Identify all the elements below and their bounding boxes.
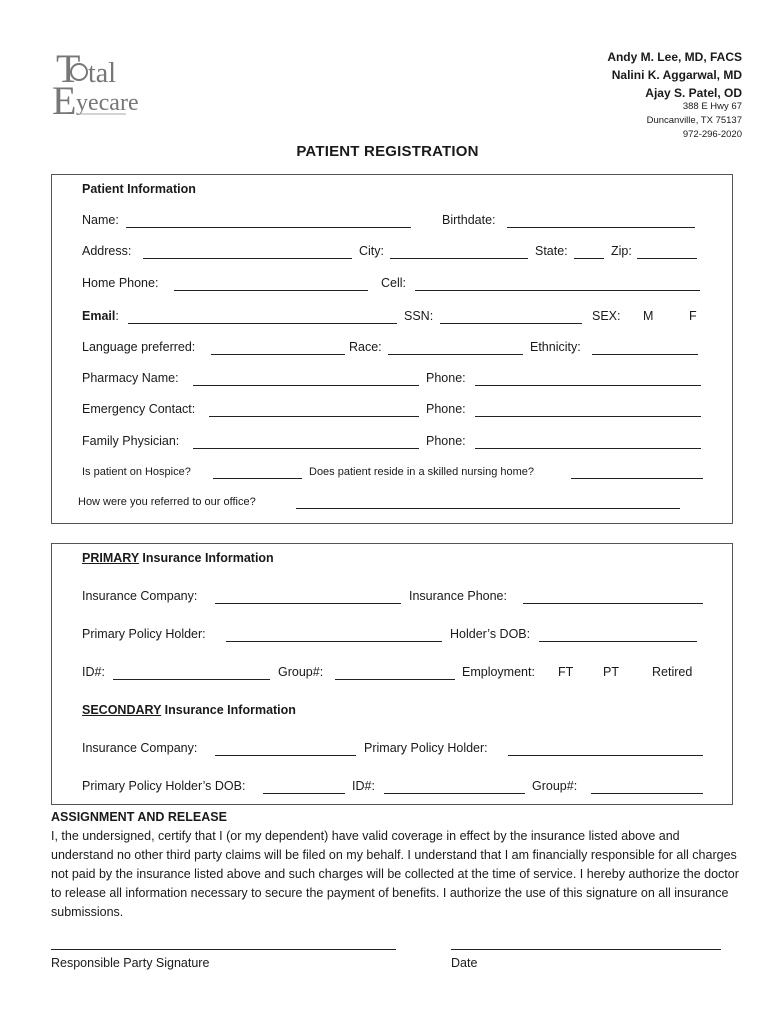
pharmacy-label: Pharmacy Name: [82, 371, 179, 385]
nursing-home-field[interactable] [571, 478, 703, 479]
employment-option-pt[interactable]: PT [603, 665, 619, 679]
total-eyecare-logo [52, 46, 139, 123]
ssn-field[interactable] [440, 323, 582, 324]
pharmacy-field[interactable] [193, 385, 419, 386]
secondary-group-label: Group#: [532, 779, 578, 793]
email-label-text: Email [82, 309, 116, 323]
secondary-heading-rest: Insurance Information [161, 703, 296, 717]
emergency-phone-label: Phone: [426, 402, 466, 416]
secondary-holder-dob-field[interactable] [263, 793, 345, 794]
race-field[interactable] [388, 354, 523, 355]
home-phone-label: Home Phone: [82, 276, 159, 290]
secondary-id-label: ID#: [352, 779, 375, 793]
insurance-information-box [51, 543, 733, 805]
city-label: City: [359, 244, 384, 258]
doctor-name: Andy M. Lee, MD, FACS [607, 50, 742, 64]
page-title: PATIENT REGISTRATION [296, 143, 479, 160]
employment-option-ft[interactable]: FT [558, 665, 574, 679]
zip-label: Zip: [611, 244, 632, 258]
primary-insurance-heading [82, 551, 274, 565]
emergency-phone-field[interactable] [475, 416, 701, 417]
language-field[interactable] [211, 354, 345, 355]
secondary-company-label: Insurance Company: [82, 741, 198, 755]
secondary-heading-underlined: SECONDARY [82, 703, 162, 717]
emergency-contact-field[interactable] [209, 416, 419, 417]
email-label [82, 309, 119, 323]
secondary-group-field[interactable] [591, 793, 703, 794]
doctor-name: Nalini K. Aggarwal, MD [611, 68, 742, 82]
holder-dob-field[interactable] [539, 641, 697, 642]
date-field[interactable] [451, 949, 721, 950]
name-field[interactable] [126, 227, 411, 228]
hospice-field[interactable] [213, 478, 302, 479]
nursing-home-label: Does patient reside in a skilled nursing home? [309, 466, 535, 478]
address-label: Address: [82, 244, 132, 258]
primary-group-label: Group#: [278, 665, 324, 679]
signature-label: Responsible Party Signature [51, 956, 210, 970]
zip-field[interactable] [637, 258, 697, 259]
email-field[interactable] [128, 323, 397, 324]
primary-id-label: ID#: [82, 665, 105, 679]
svg-text:tal: tal [88, 58, 116, 89]
physician-phone-field[interactable] [475, 448, 701, 449]
ssn-label: SSN: [404, 309, 434, 323]
family-physician-label: Family Physician: [82, 434, 180, 448]
hospice-label: Is patient on Hospice? [82, 466, 191, 478]
primary-holder-label: Primary Policy Holder: [82, 627, 206, 641]
address-field[interactable] [143, 258, 352, 259]
birthdate-label: Birthdate: [442, 213, 496, 227]
primary-holder-field[interactable] [226, 641, 442, 642]
race-label: Race: [349, 340, 382, 354]
address-phone: 972-296-2020 [682, 129, 742, 140]
ethnicity-label: Ethnicity: [530, 340, 581, 354]
family-physician-field[interactable] [193, 448, 419, 449]
language-label: Language preferred: [82, 340, 196, 354]
secondary-company-field[interactable] [215, 755, 356, 756]
primary-company-label: Insurance Company: [82, 589, 198, 603]
doctors-list [607, 48, 742, 102]
ethnicity-field[interactable] [592, 354, 698, 355]
office-address [647, 100, 742, 142]
emergency-contact-label: Emergency Contact: [82, 402, 196, 416]
physician-phone-label: Phone: [426, 434, 466, 448]
birthdate-field[interactable] [507, 227, 695, 228]
svg-text:yecare: yecare [76, 90, 139, 116]
assignment-heading: ASSIGNMENT AND RELEASE [51, 810, 227, 824]
insurance-phone-field[interactable] [523, 603, 703, 604]
name-label: Name: [82, 213, 119, 227]
assignment-text: I, the undersigned, certify that I (or my dependent) have valid coverage in effect by the insurance listed above and understand no other third party claims will be filed on my behalf. I understand that I am financially responsible for all charges not paid by the insurance listed above and such charges will be collected at the time of service. I hereby authorize the doctor to release all information necessary to secure the payment of benefits. I authorize the use of this signature on all insurance submissions. [51, 829, 739, 919]
holder-dob-label: Holder’s DOB: [450, 627, 531, 641]
primary-company-field[interactable] [215, 603, 401, 604]
sex-label: SEX: [592, 309, 621, 323]
state-field[interactable] [574, 258, 604, 259]
address-street: 388 E Hwy 67 [682, 101, 742, 112]
secondary-insurance-heading [82, 703, 296, 717]
patient-info-heading: Patient Information [82, 182, 196, 196]
home-phone-field[interactable] [174, 290, 368, 291]
secondary-holder-label: Primary Policy Holder: [364, 741, 488, 755]
address-city: Duncanville, TX 75137 [646, 115, 742, 126]
pharmacy-phone-label: Phone: [426, 371, 466, 385]
referred-label: How were you referred to our office? [78, 496, 256, 508]
svg-text:T: T [56, 46, 81, 91]
assignment-section [51, 808, 741, 922]
employment-option-retired[interactable]: Retired [652, 665, 693, 679]
referred-field[interactable] [296, 508, 680, 509]
primary-heading-rest: Insurance Information [138, 551, 274, 565]
insurance-phone-label: Insurance Phone: [409, 589, 507, 603]
sex-option-m[interactable]: M [643, 309, 654, 323]
svg-text:E: E [52, 78, 77, 123]
cell-field[interactable] [415, 290, 700, 291]
pharmacy-phone-field[interactable] [475, 385, 701, 386]
primary-id-field[interactable] [113, 679, 270, 680]
email-label-colon: : [115, 309, 119, 323]
primary-heading-underlined: PRIMARY [82, 551, 139, 565]
state-label: State: [535, 244, 568, 258]
primary-group-field[interactable] [335, 679, 455, 680]
signature-field[interactable] [51, 949, 396, 950]
date-label: Date [451, 956, 478, 970]
cell-label: Cell: [381, 276, 407, 290]
secondary-id-field[interactable] [384, 793, 525, 794]
city-field[interactable] [390, 258, 528, 259]
secondary-holder-field[interactable] [508, 755, 703, 756]
sex-option-f[interactable]: F [689, 309, 697, 323]
secondary-holder-dob-label: Primary Policy Holder’s DOB: [82, 779, 246, 793]
doctor-name: Ajay S. Patel, OD [645, 86, 742, 100]
employment-label: Employment: [462, 665, 535, 679]
